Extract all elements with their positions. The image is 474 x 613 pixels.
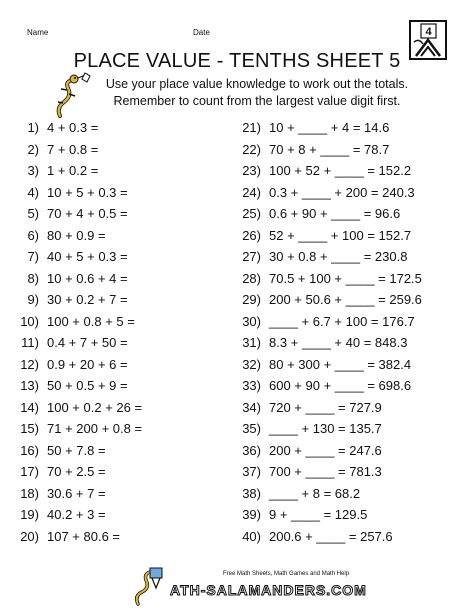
question-expression: 100 + 0.8 + 5 =: [47, 313, 135, 329]
question-row: [5, 314, 135, 329]
footer-url: ATH-SALAMANDERS.COM: [170, 582, 367, 598]
question-expression: 70.5 + 100 + ____ = 172.5: [269, 270, 422, 286]
footer-tagline: Free Math Sheets, Math Games and Math Help: [223, 571, 350, 577]
question-expression: 100 + 52 + ____ = 152.2: [269, 163, 412, 178]
question-number: 36): [242, 442, 261, 458]
question-row: [227, 163, 411, 178]
question-row: [5, 142, 98, 157]
question-number: 6): [27, 227, 39, 243]
question-expression: ____ + 6.7 + 100 = 176.7: [269, 313, 415, 329]
question-row: [227, 486, 360, 501]
question-row: [5, 292, 128, 307]
question-number: 24): [242, 184, 261, 200]
question-expression: 720 + ____ = 727.9: [269, 399, 382, 415]
question-expression: 10 + ____ + 4 = 14.6: [269, 120, 390, 135]
question-expression: 200.6 + ____ = 257.6: [269, 528, 393, 544]
instruction-line: Remember to count from the largest value digit first.: [113, 94, 401, 108]
question-expression: 700 + ____ = 781.3: [269, 464, 382, 479]
question-row: [5, 400, 142, 415]
question-row: [227, 206, 400, 221]
question-expression: 50 + 0.5 + 9 =: [47, 378, 128, 393]
question-expression: 30 + 0.8 + ____ = 230.8: [269, 249, 408, 264]
question-number: 23): [242, 163, 261, 178]
question-expression: 200 + 50.6 + ____ = 259.6: [269, 292, 422, 307]
question-row: [5, 464, 106, 479]
question-row: [227, 292, 422, 307]
question-row: [5, 421, 142, 436]
question-number: 20): [20, 528, 39, 544]
name-label: Name: [27, 28, 49, 37]
question-row: [227, 443, 382, 458]
question-number: 2): [27, 141, 39, 157]
question-number: 35): [242, 421, 261, 436]
question-number: 13): [20, 378, 39, 393]
question-row: [5, 163, 98, 178]
grade-logo: [409, 20, 447, 60]
question-number: 29): [242, 292, 261, 307]
question-expression: 52 + ____ + 100 = 152.7: [269, 227, 412, 243]
question-row: [5, 271, 128, 286]
question-row: [5, 335, 128, 350]
question-number: 10): [20, 313, 39, 329]
question-row: [227, 357, 411, 372]
question-number: 16): [20, 442, 39, 458]
question-number: 15): [20, 421, 39, 436]
question-expression: 8.3 + ____ + 40 = 848.3: [269, 335, 408, 350]
question-expression: 107 + 80.6 =: [47, 528, 121, 544]
question-number: 1): [27, 120, 39, 135]
question-expression: 30.6 + 7 =: [47, 485, 106, 501]
question-row: [5, 443, 106, 458]
question-row: [227, 529, 393, 544]
question-row: [5, 120, 98, 135]
question-number: 18): [20, 485, 39, 501]
question-number: 25): [242, 206, 261, 221]
question-row: [227, 314, 415, 329]
question-expression: 50 + 7.8 =: [47, 442, 106, 458]
question-row: [5, 185, 128, 200]
question-expression: 80 + 0.9 =: [47, 227, 106, 243]
question-row: [227, 271, 422, 286]
question-number: 3): [27, 163, 39, 178]
question-row: [227, 142, 389, 157]
question-number: 30): [242, 313, 261, 329]
question-number: 37): [242, 464, 261, 479]
question-row: [5, 357, 128, 372]
question-row: [227, 507, 367, 522]
question-expression: 40 + 5 + 0.3 =: [47, 249, 128, 264]
question-row: [227, 185, 415, 200]
question-number: 5): [27, 206, 39, 221]
question-number: 12): [20, 356, 39, 372]
grade-digit: 4: [425, 26, 432, 38]
question-row: [5, 206, 128, 221]
question-row: [5, 378, 128, 393]
question-number: 38): [242, 485, 261, 501]
question-expression: 71 + 200 + 0.8 =: [47, 421, 143, 436]
question-expression: 10 + 5 + 0.3 =: [47, 184, 128, 200]
question-expression: 80 + 300 + ____ = 382.4: [269, 356, 412, 372]
question-row: [227, 464, 382, 479]
question-number: 32): [242, 356, 261, 372]
question-number: 22): [242, 141, 261, 157]
question-number: 34): [242, 399, 261, 415]
instructions: [0, 76, 474, 110]
question-expression: 9 + ____ = 129.5: [269, 507, 368, 522]
question-number: 33): [242, 378, 261, 393]
question-number: 14): [20, 399, 39, 415]
question-number: 26): [242, 227, 261, 243]
question-number: 11): [21, 335, 39, 350]
footer-salamander-icon: [132, 566, 168, 606]
question-expression: 70 + 8 + ____ = 78.7: [269, 141, 390, 157]
question-expression: 7 + 0.8 =: [47, 141, 99, 157]
question-expression: 0.3 + ____ + 200 = 240.3: [269, 184, 415, 200]
question-number: 8): [27, 270, 39, 286]
question-expression: 100 + 0.2 + 26 =: [47, 399, 143, 415]
question-row: [227, 120, 389, 135]
question-expression: 70 + 4 + 0.5 =: [47, 206, 128, 221]
question-expression: ____ + 8 = 68.2: [269, 485, 361, 501]
question-expression: ____ + 130 = 135.7: [269, 421, 382, 436]
question-expression: 0.9 + 20 + 6 =: [47, 356, 128, 372]
question-number: 39): [242, 507, 261, 522]
question-expression: 600 + 90 + ____ = 698.6: [269, 378, 412, 393]
question-expression: 1 + 0.2 =: [47, 163, 99, 178]
question-expression: 0.6 + 90 + ____ = 96.6: [269, 206, 401, 221]
question-number: 17): [20, 464, 39, 479]
question-row: [5, 228, 106, 243]
question-row: [5, 249, 128, 264]
question-expression: 30 + 0.2 + 7 =: [47, 292, 128, 307]
question-number: 21): [242, 120, 261, 135]
question-number: 31): [242, 335, 261, 350]
question-row: [227, 421, 382, 436]
question-number: 7): [27, 249, 39, 264]
question-row: [5, 486, 106, 501]
question-number: 28): [242, 270, 261, 286]
question-expression: 10 + 0.6 + 4 =: [47, 270, 128, 286]
question-number: 4): [27, 184, 39, 200]
page-title: PLACE VALUE - TENTHS SHEET 5: [73, 50, 401, 72]
question-row: [5, 529, 120, 544]
date-label: Date: [193, 28, 210, 37]
instruction-line: Use your place value knowledge to work out the totals.: [105, 77, 409, 91]
question-expression: 200 + ____ = 247.6: [269, 442, 382, 458]
question-row: [227, 335, 407, 350]
question-expression: 4 + 0.3 =: [47, 120, 99, 135]
question-expression: 0.4 + 7 + 50 =: [47, 335, 128, 350]
question-number: 27): [242, 249, 261, 264]
question-number: 9): [27, 292, 39, 307]
question-row: [227, 378, 411, 393]
question-expression: 40.2 + 3 =: [47, 507, 106, 522]
question-expression: 70 + 2.5 =: [47, 464, 106, 479]
salamander-grade-icon: [411, 22, 445, 58]
question-number: 19): [20, 507, 39, 522]
question-number: 40): [242, 528, 261, 544]
question-row: [227, 228, 411, 243]
question-row: [227, 400, 382, 415]
question-row: [227, 249, 407, 264]
question-row: [5, 507, 106, 522]
